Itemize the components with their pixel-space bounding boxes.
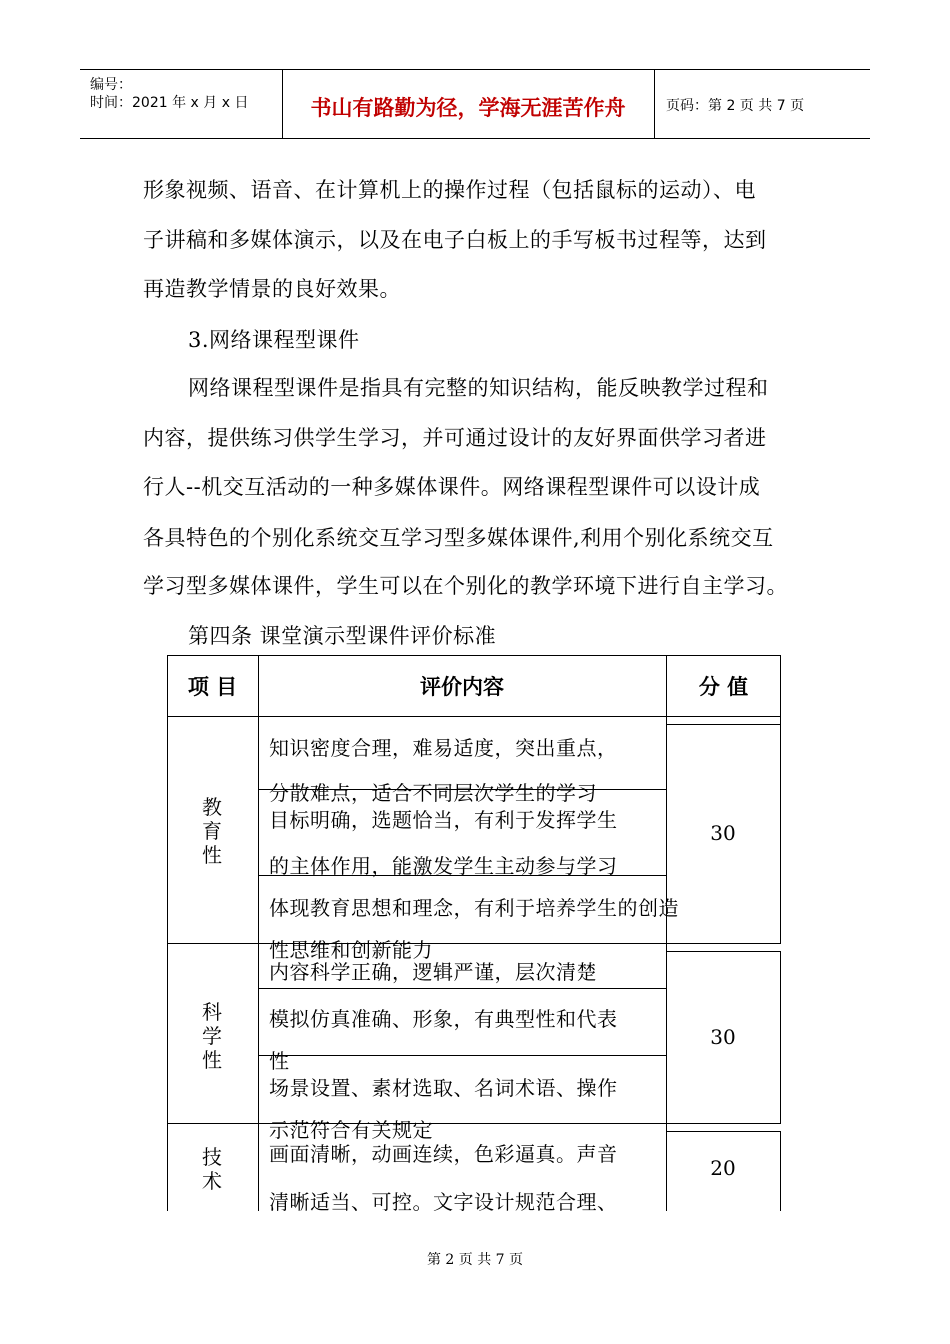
content-cell bbox=[258, 790, 666, 878]
content-line: 内容科学正确，逻辑严谨，层次清楚 bbox=[269, 960, 597, 984]
table-border bbox=[666, 943, 781, 944]
column-header-score: 分 值 bbox=[698, 675, 749, 699]
content-cell bbox=[258, 1124, 666, 1214]
table-border bbox=[666, 655, 667, 1211]
content-line: 清晰适当、可控。文字设计规范合理、 bbox=[269, 1190, 618, 1214]
content-line: 画面清晰，动画连续，色彩逼真。声音 bbox=[269, 1142, 618, 1166]
paragraph-line: 内容，提供练习供学生学习，并可通过设计的友好界面供学习者进 bbox=[143, 426, 767, 450]
score-value: 30 bbox=[710, 1025, 736, 1049]
score-value: 20 bbox=[710, 1156, 736, 1180]
score-value: 30 bbox=[710, 821, 736, 845]
table-border bbox=[666, 1131, 781, 1132]
content-line: 分散难点，适合不同层次学生的学习 bbox=[269, 781, 597, 805]
table-border bbox=[780, 1131, 781, 1211]
item-label-technology: 技术 bbox=[202, 1145, 222, 1193]
item-label-education: 教育性 bbox=[202, 795, 222, 867]
column-header-content: 评价内容 bbox=[420, 675, 504, 699]
content-line: 性思维和创新能力 bbox=[269, 938, 433, 962]
content-line: 体现教育思想和理念，有利于培养学生的创造 bbox=[269, 896, 679, 920]
document-date-label: 时间：2021 年 x 月 x 日 bbox=[90, 95, 249, 111]
header-page-label: 页码：第 2 页 共 7 页 bbox=[666, 98, 805, 114]
article-heading: 第四条 课堂演示型课件评价标准 bbox=[188, 624, 497, 648]
paragraph-line: 各具特色的个别化系统交互学习型多媒体课件,利用个别化系统交互 bbox=[143, 526, 774, 550]
header-divider bbox=[654, 70, 655, 138]
evaluation-table bbox=[167, 655, 781, 1214]
content-line: 示范符合有关规定 bbox=[269, 1118, 433, 1142]
content-cell bbox=[258, 1056, 666, 1142]
table-border bbox=[167, 655, 781, 656]
document-number-label: 编号： bbox=[90, 77, 132, 93]
paragraph-line: 学习型多媒体课件，学生可以在个别化的教学环境下进行自主学习。 bbox=[143, 574, 788, 598]
section-heading: 3.网络课程型课件 bbox=[188, 328, 360, 352]
table-border bbox=[780, 951, 781, 1123]
content-line: 知识密度合理，难易适度，突出重点， bbox=[269, 736, 618, 760]
page-header bbox=[80, 69, 870, 139]
paragraph-line: 子讲稿和多媒体演示，以及在电子白板上的手写板书过程等，达到 bbox=[143, 228, 767, 252]
content-cell bbox=[258, 717, 666, 805]
paragraph-line: 网络课程型课件是指具有完整的知识结构，能反映教学过程和 bbox=[188, 376, 769, 400]
column-header-item: 项 目 bbox=[187, 675, 238, 699]
content-line: 目标明确，选题恰当，有利于发挥学生 bbox=[269, 808, 618, 832]
paragraph-line: 行人--机交互活动的一种多媒体课件。网络课程型课件可以设计成 bbox=[143, 475, 761, 499]
table-border bbox=[666, 951, 781, 952]
paragraph-line: 形象视频、语音、在计算机上的操作过程（包括鼠标的运动）、电 bbox=[143, 178, 756, 202]
content-line: 的主体作用，能激发学生主动参与学习 bbox=[269, 854, 618, 878]
page-footer: 第 2 页 共 7 页 bbox=[426, 1252, 524, 1268]
table-border bbox=[167, 655, 168, 1211]
paragraph-line: 再造教学情景的良好效果。 bbox=[143, 277, 401, 301]
content-cell bbox=[258, 944, 666, 988]
content-cell bbox=[258, 876, 679, 962]
content-line: 场景设置、素材选取、名词术语、操作 bbox=[269, 1076, 618, 1100]
content-line: 性 bbox=[269, 1049, 290, 1073]
table-border bbox=[666, 1123, 781, 1124]
table-border bbox=[780, 724, 781, 943]
content-cell bbox=[258, 989, 666, 1073]
table-border bbox=[666, 724, 781, 725]
header-motto: 书山有路勤为径，学海无涯苦作舟 bbox=[310, 96, 626, 120]
content-line: 模拟仿真准确、形象，有典型性和代表 bbox=[269, 1007, 618, 1031]
item-label-science: 科学性 bbox=[202, 1000, 222, 1072]
